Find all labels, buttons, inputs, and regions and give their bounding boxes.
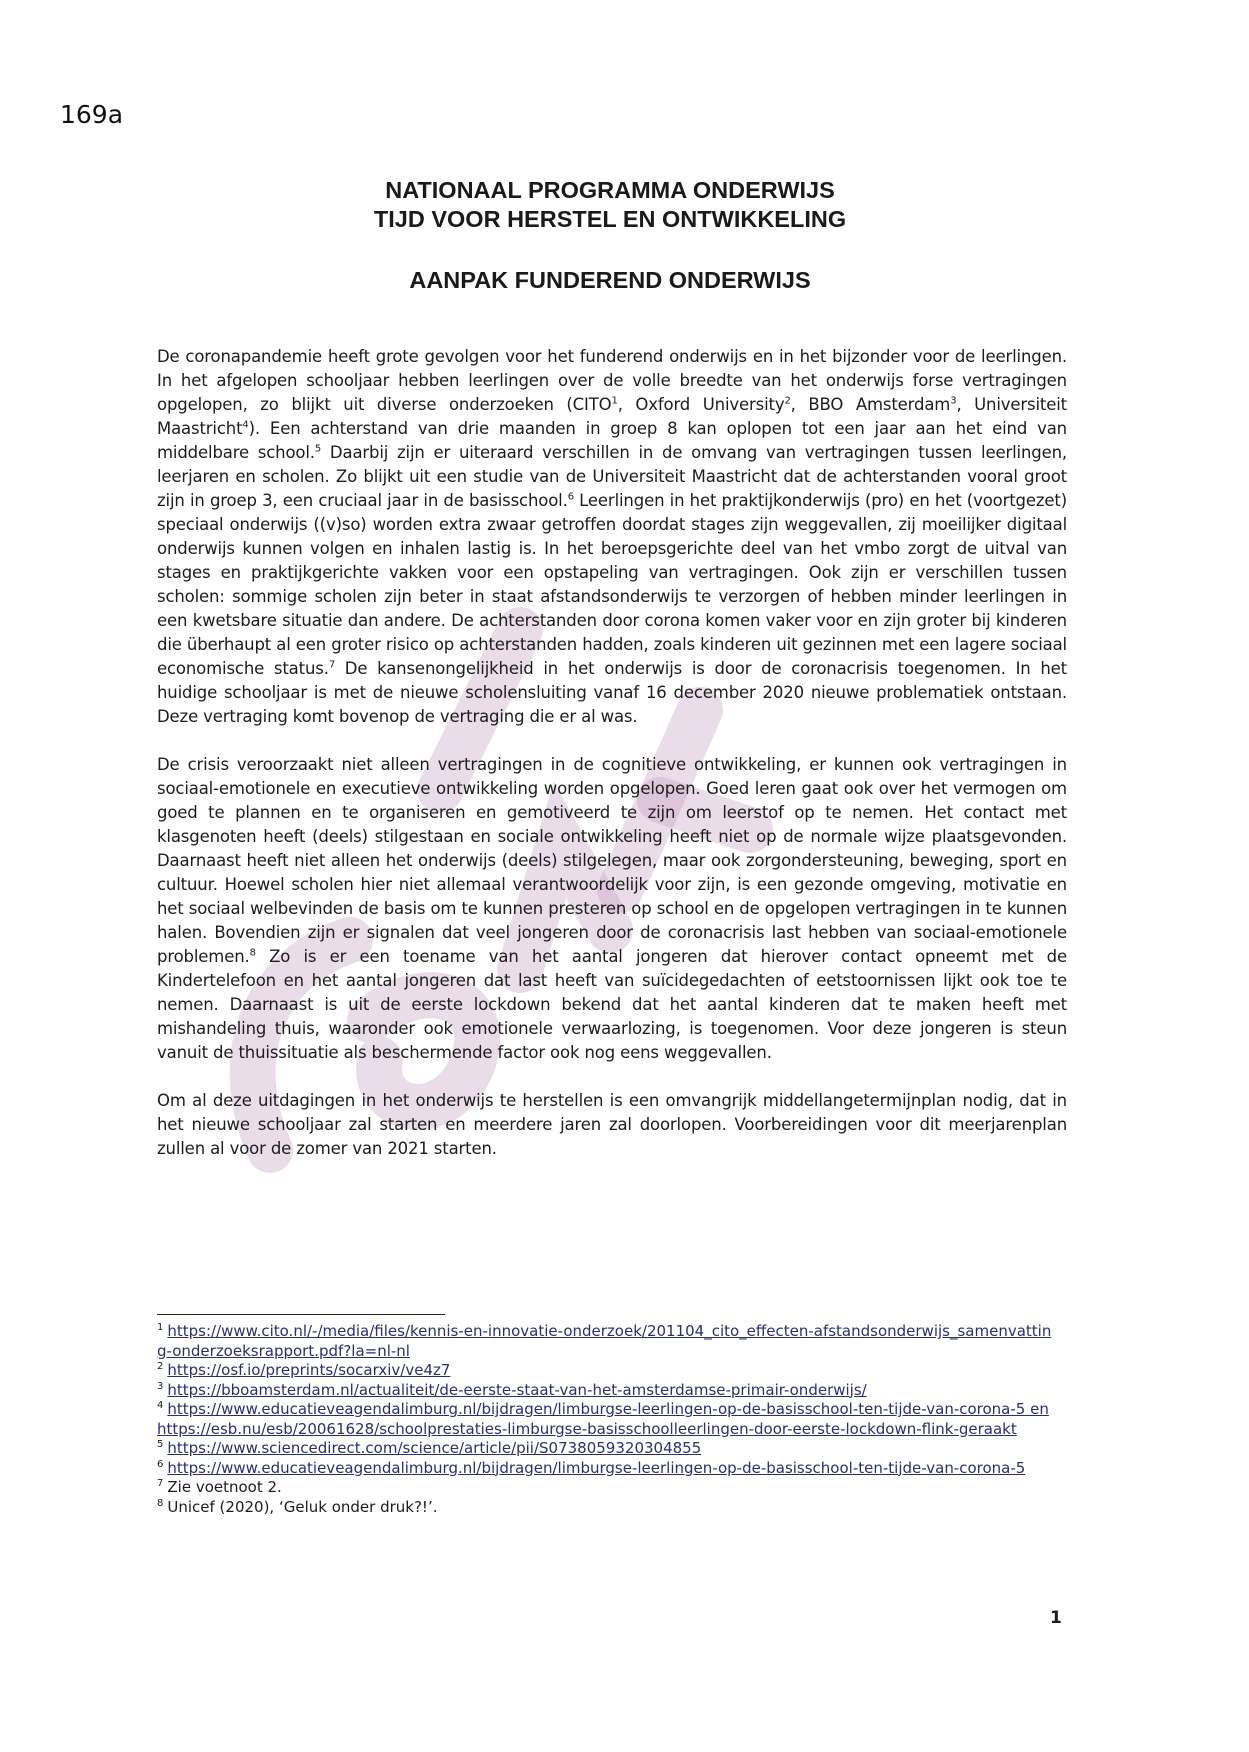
footnote-ref: 1: [611, 395, 618, 407]
document-subtitle: AANPAK FUNDEREND ONDERWIJS: [409, 267, 811, 293]
footnote-ref: 4: [242, 419, 249, 431]
footnote-divider: [157, 1314, 445, 1315]
footnote-number: 4: [157, 1400, 164, 1411]
document-title: [150, 176, 1070, 234]
text-run: , BBO Amsterdam: [790, 395, 951, 414]
footnote-link[interactable]: https://www.cito.nl/-/media/files/kennis-en-innovatie-onderzoek/201104_cito_effecten-afstandsonderwijs_samenvatting-onderzoeksrapport.pdf?la=nl-nl: [157, 1322, 1052, 1360]
footnote-7: [157, 1478, 1057, 1498]
body-text: [157, 345, 1067, 1185]
page-label: 169a: [60, 100, 124, 129]
text-run: , Oxford University: [617, 395, 785, 414]
footnote-number: 1: [157, 1322, 164, 1333]
paragraph-3: Om al deze uitdagingen in het onderwijs te herstellen is een omvangrijk middellangetermijnplan nodig, dat in het nieuwe schooljaar zal starten en meerdere jaren zal doorlopen. Voorbereidingen voor dit meerjarenplan zullen al voor de zomer van 2021 starten.: [157, 1091, 1067, 1158]
footnote-ref: 7: [328, 659, 336, 671]
footnote-ref: 2: [784, 395, 791, 407]
footnote-link[interactable]: https://www.educatieveagendalimburg.nl/bijdragen/limburgse-leerlingen-op-de-basisschool-ten-tijde-van-corona-5 en https://esb.nu/esb/20061628/schoolprestaties-limburgse-basisschoolleerlingen-door-eerste-lockdown-flink-geraakt: [157, 1400, 1049, 1438]
footnote-5: [157, 1439, 1057, 1459]
footnotes: [157, 1322, 1057, 1517]
footnote-link[interactable]: https://bboamsterdam.nl/actualiteit/de-eerste-staat-van-het-amsterdamse-primair-onderwijs/: [167, 1380, 867, 1399]
text-run: Leerlingen in het praktijkonderwijs (pro) en het (voortgezet) speciaal onderwijs ((v)so) worden extra zwaar getroffen doordat stages zijn weggevallen, zij moeilijker digitaal onderwijs kunnen volgen en inhalen lastig is. In het beroepsgerichte deel van het vmbo zorgt de uitval van stages en praktijkgerichte vakken voor een opstapeling van vertragingen. Ook zijn er verschillen tussen scholen: sommige scholen zijn beter in staat afstandsonderwijs te verzorgen of hebben minder leerlingen in een kwetsbare situatie dan andere. De achterstanden door corona komen vaker voor en zijn groter bij kinderen die überhaupt al een groter risico op achterstanden hadden, zoals kinderen uit gezinnen met een lagere sociaal economische status.: [157, 491, 1067, 678]
footnote-number: 3: [157, 1380, 164, 1392]
footnote-number: 8: [157, 1497, 164, 1509]
footnote-ref: 6: [567, 491, 574, 503]
text-run: Daarbij zijn er uiteraard verschillen in de omvang van vertragingen tussen leerlingen, leerjaren en scholen. Zo blijkt uit een studie van de Universiteit Maastricht dat de achterstanden vooral groot zijn in groep 3, een cruciaal jaar in de basisschool.: [157, 443, 1067, 510]
footnote-4: [157, 1400, 1057, 1439]
footnote-2: [157, 1361, 1057, 1381]
text-run: De kansenongelijkheid in het onderwijs is door de coronacrisis toegenomen. In het huidige schooljaar is met de nieuwe scholensluiting vanaf 16 december 2020 nieuwe problematiek ontstaan. Deze vertraging komt bovenop de vertraging die er al was.: [157, 659, 1067, 726]
footnote-number: 6: [157, 1458, 164, 1470]
footnote-link[interactable]: https://www.educatieveagendalimburg.nl/bijdragen/limburgse-leerlingen-op-de-basisschool-ten-tijde-van-corona-5: [167, 1458, 1026, 1477]
footnote-3: [157, 1381, 1057, 1401]
text-run: ). Een achterstand van drie maanden in groep 8 kan oplopen tot een jaar aan het eind van middelbare school.: [157, 419, 1067, 462]
footnote-number: 2: [157, 1361, 164, 1372]
page-number: 1: [1050, 1608, 1062, 1628]
text-run: , Universiteit Maastricht: [157, 395, 1067, 438]
footnote-ref: 3: [950, 395, 957, 407]
footnote-ref: 8: [249, 947, 256, 959]
paragraph-1: [157, 345, 1067, 729]
title-line-1: NATIONAAL PROGRAMMA ONDERWIJS: [385, 177, 835, 203]
footnote-8: [157, 1498, 1057, 1518]
text-run: De coronapandemie heeft grote gevolgen voor het funderend onderwijs en in het bijzonder voor de leerlingen. In het afgelopen schooljaar hebben leerlingen over de volle breedte van het onderwijs forse vertragingen opgelopen, zo blijkt uit diverse onderzoeken (CITO: [157, 347, 1067, 414]
footnote-text: Unicef (2020), ‘Geluk onder druk?!’.: [167, 1497, 438, 1516]
text-run: Zo is er een toename van het aantal jongeren dat hierover contact opneemt met de Kindertelefoon en het aantal jongeren dat last heeft van suïcidegedachten of eetstoornissen lijkt ook toe te nemen. Daarnaast is uit de eerste lockdown bekend dat het aantal kinderen dat te maken heeft met mishandeling thuis, waaronder ook emotionele verwaarlozing, is toegenomen. Voor deze jongeren is steun vanuit de thuissituatie als beschermende factor ook nog eens weggevallen.: [157, 947, 1067, 1062]
footnote-6: [157, 1459, 1057, 1479]
footnote-1: [157, 1322, 1057, 1361]
footnote-link[interactable]: https://www.sciencedirect.com/science/article/pii/S0738059320304855: [167, 1439, 702, 1457]
title-line-2: TIJD VOOR HERSTEL EN ONTWIKKELING: [373, 206, 847, 232]
footnote-number: 5: [157, 1439, 164, 1450]
footnote-ref: 5: [314, 443, 322, 455]
footnote-text: Zie voetnoot 2.: [167, 1478, 282, 1496]
paragraph-2: [157, 753, 1067, 1065]
text-run: De crisis veroorzaakt niet alleen vertragingen in de cognitieve ontwikkeling, er kunnen ook vertragingen in sociaal-emotionele en executieve ontwikkeling worden opgelopen. Goed leren gaat ook over het vermogen om goed te plannen en te organiseren en gemotiveerd te zijn om leerstof op te nemen. Het contact met klasgenoten heeft (deels) stilgestaan en sociale ontwikkeling heeft niet op de normale wijze plaatsgevonden. Daarnaast heeft niet alleen het onderwijs (deels) stilgelegen, maar ook zorgondersteuning, beweging, sport en cultuur. Hoewel scholen hier niet allemaal verantwoordelijk voor zijn, is een gezonde omgeving, motivatie en het sociaal welbevinden de basis om te kunnen presteren op school en de opgelopen vertragingen in te kunnen halen. Bovendien zijn er signalen dat veel jongeren door de coronacrisis last hebben van sociaal-emotionele problemen.: [157, 755, 1067, 966]
footnote-number: 7: [157, 1478, 164, 1489]
footnote-link[interactable]: https://osf.io/preprints/socarxiv/ve4z7: [167, 1361, 451, 1379]
